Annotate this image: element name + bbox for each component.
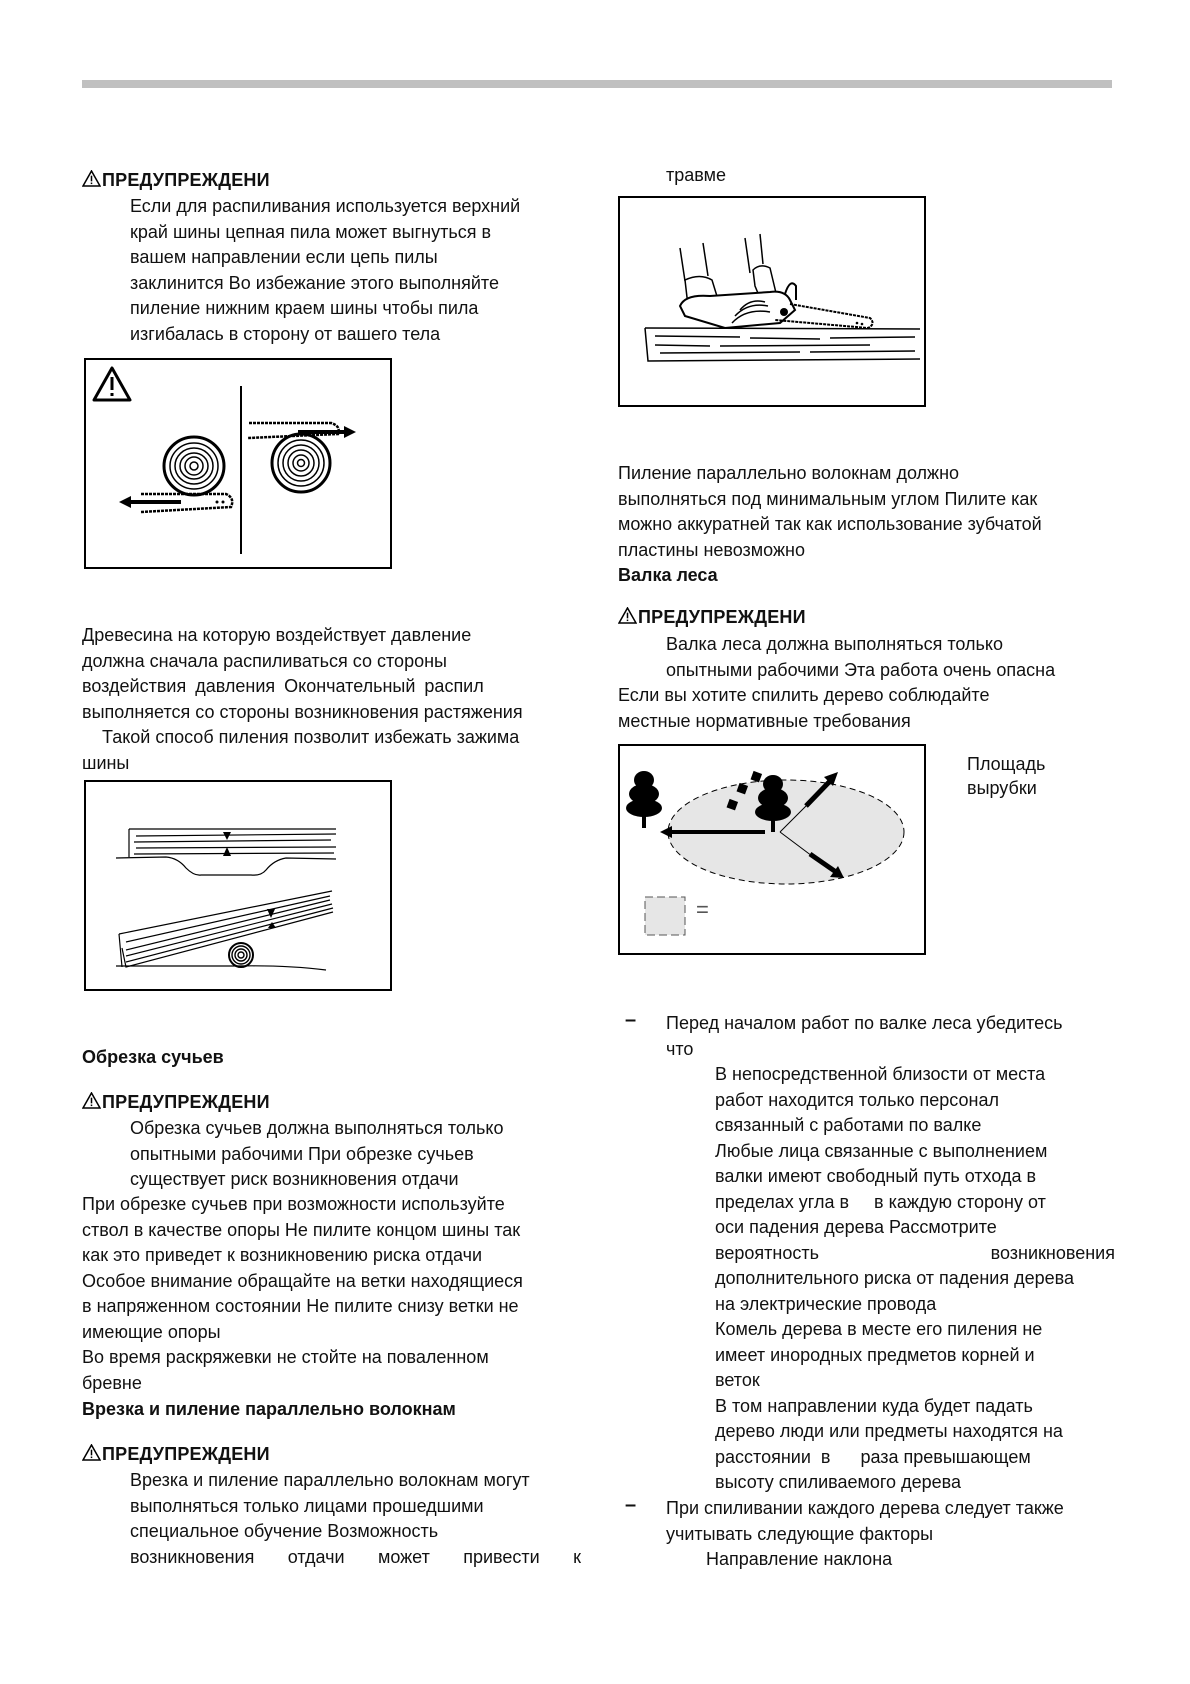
- warning-limbing-text: Обрезка сучьев должна выполняться только опытными рабочими При обрезке сучьев существует риск возникновения отдачи: [130, 1118, 504, 1189]
- figure-4-caption: Площадь вырубки: [967, 754, 1046, 798]
- sub-item: Любые лица связанные с выполнением валки имеют свободный путь отхода в пределах угла в в каждую сторону от оси падения дерева Рассмотрите вероятность возникновения дополнительного риска от падения дерева на электрические провода: [715, 1140, 1115, 1314]
- section-heading: Валка леса: [618, 565, 718, 585]
- limbing-paragraphs: При обрезке сучьев при возможности используйте ствол в качестве опоры Не пилите концом шины так как это приведет к возникновению риска отдачи Особое внимание обращайте на ветки находящиеся в напряженном состоянии Не пилите снизу ветки не имеющие опоры Во время раскряжевки не стойте на поваленном бревне: [82, 1194, 523, 1393]
- warning-felling-text: Валка леса должна выполняться только опытными рабочими Эта работа очень опасна: [666, 634, 1056, 680]
- list-marker: –: [625, 1494, 637, 1516]
- support-log-icon: [229, 943, 253, 967]
- continuation-text: травме: [666, 165, 727, 185]
- warning-heading: ПРЕДУПРЕЖДЕНИ: [618, 604, 1115, 630]
- warning-block-1: [82, 167, 582, 193]
- warning-block-limbing: [82, 1089, 581, 1115]
- figure-kickback-logs: [84, 358, 392, 569]
- parallel-paragraph: Пиление параллельно волокнам должно выполняться под минимальным углом Пилите как можно аккуратней так как использование зубчатой пластины невозможно Валка леса: [618, 461, 1115, 588]
- figure-parallel-cut: [618, 196, 926, 407]
- svg-text:=: =: [696, 897, 709, 922]
- warning-heading: ПРЕДУПРЕЖДЕНИ: [82, 1441, 581, 1467]
- warning-block-felling: [618, 604, 1115, 630]
- figure-log-support: [84, 780, 392, 991]
- header-bar: [82, 80, 1112, 88]
- list-item-1-subitems: [715, 1062, 1115, 1496]
- pressure-paragraph: Древесина на которую воздействует давление должна сначала распиливаться со стороны воздействия давления Окончательный распил выполняется со стороны возникновения растяжения Такой способ пиления позволит избежать зажима шины: [82, 625, 523, 773]
- list-marker: –: [625, 1009, 637, 1031]
- figure-felling-area: [618, 744, 926, 955]
- felling-paragraph: Если вы хотите спилить дерево соблюдайте местные нормативные требования: [618, 685, 990, 731]
- warning-heading: ПРЕДУПРЕЖДЕНИ: [82, 167, 582, 193]
- list-item-2: При спиливании каждого дерева следует также учитывать следующие факторы: [666, 1498, 1064, 1544]
- tree-left-icon: [626, 771, 662, 828]
- sub-item: В непосредственной близости от места работ находится только персонал связанный с работами по валке: [715, 1064, 1046, 1135]
- warning-ripping-text: Врезка и пиление параллельно волокнам могут выполняться только лицами прошедшими специальное обучение Возможность возникновения отдачи может привести к: [130, 1470, 581, 1567]
- warning-1-text: Если для распиливания используется верхний край шины цепная пила может выгнуться в вашем направлении если цепь пилы заклинится Во избежание этого выполняйте пиление нижним краем шины чтобы пила изгибалась в сторону от вашего тела: [130, 196, 521, 344]
- section-heading: Врезка и пиление параллельно волокнам: [82, 1399, 456, 1419]
- sub-item: В том направлении куда будет падать дерево люди или предметы находятся на расстоянии в раза превышающем высоту спиливаемого дерева: [715, 1395, 1063, 1492]
- section-ripping: [82, 1397, 581, 1422]
- list-item-2-subitems: [706, 1547, 1115, 1573]
- sub-item: Направление наклона: [706, 1549, 893, 1569]
- list-item-1: Перед началом работ по валке леса убедитесь что: [666, 1013, 1063, 1059]
- log-right-icon: [272, 434, 330, 492]
- section-limbing: [82, 1045, 581, 1070]
- warning-heading: ПРЕДУПРЕЖДЕНИ: [82, 1089, 581, 1115]
- warning-triangle-icon: [618, 607, 637, 624]
- warning-triangle-icon: [82, 1092, 101, 1109]
- warning-triangle-icon: [82, 1444, 101, 1461]
- section-heading: Обрезка сучьев: [82, 1047, 224, 1067]
- warning-triangle-icon: [82, 170, 101, 187]
- warning-triangle-icon: [94, 368, 130, 400]
- sub-item: Комель дерева в месте его пиления не имеет инородных предметов корней и веток: [715, 1319, 1043, 1390]
- log-left-icon: [164, 437, 224, 495]
- warning-block-ripping: [82, 1441, 581, 1467]
